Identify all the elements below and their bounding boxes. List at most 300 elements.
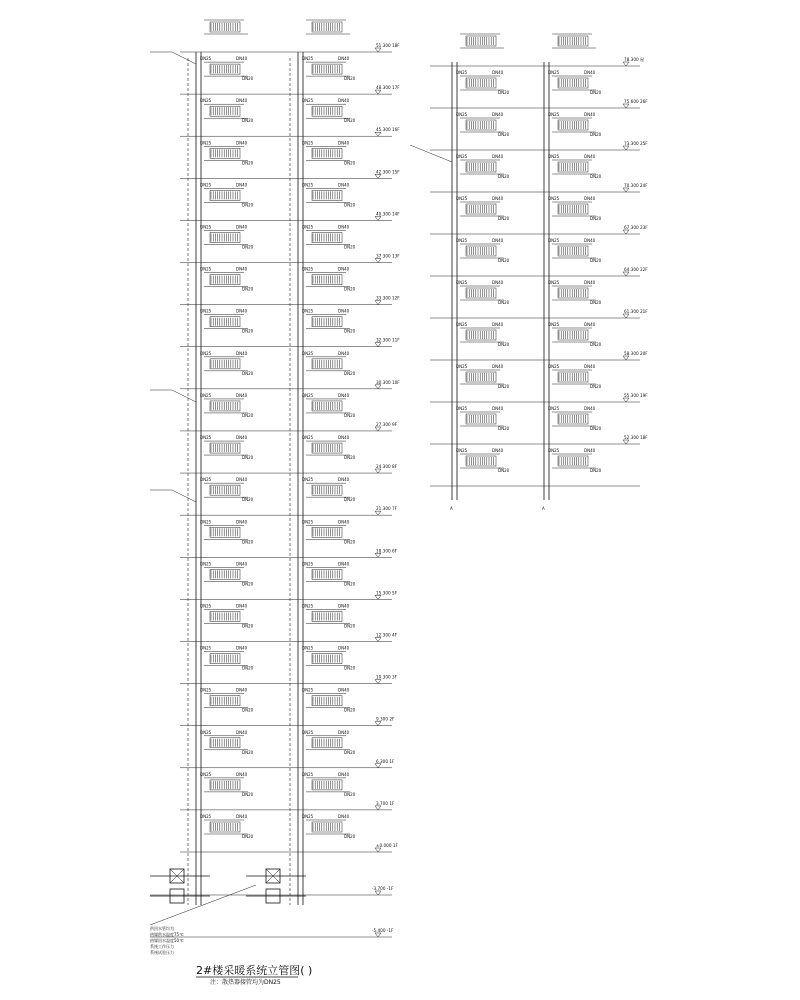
- pipe-size-label: DN20: [242, 834, 254, 839]
- elevation-triangle: [375, 259, 381, 263]
- pipe-size-label: DN25: [200, 140, 212, 146]
- pipe-size-label: DN20: [498, 384, 510, 389]
- pipe-size-label: DN20: [590, 216, 602, 221]
- pipe-size-label: DN25: [200, 477, 212, 483]
- pipe-size-label: DN20: [242, 244, 254, 250]
- leader-line: [172, 52, 196, 64]
- elevation-triangle: [375, 385, 381, 389]
- elevation-label: 73.300 25F: [624, 141, 648, 146]
- pipe-size-label: DN20: [242, 539, 254, 545]
- radiator: [312, 359, 342, 369]
- radiator: [210, 22, 240, 32]
- pipe-size-label: DN40: [584, 322, 596, 327]
- elevation-label: 37.300 13F: [376, 253, 400, 259]
- pipe-size-label: DN20: [498, 90, 510, 95]
- elevation-triangle: [375, 680, 381, 684]
- radiator: [558, 36, 588, 46]
- pipe-size-label: DN40: [236, 224, 248, 230]
- radiator: [210, 359, 240, 369]
- radiator: [558, 204, 588, 214]
- pipe-size-label: DN25: [456, 322, 468, 327]
- elevation-label: 45.300 16F: [376, 127, 400, 133]
- pipe-size-label: DN25: [200, 519, 212, 525]
- pipe-size-label: DN40: [492, 322, 504, 327]
- note-line: 系统试验压力: [150, 950, 174, 955]
- pipe-size-label: DN25: [200, 814, 212, 819]
- radiator: [466, 120, 496, 130]
- pipe-size-label: DN40: [492, 70, 504, 75]
- pipe-size-label: DN20: [242, 791, 254, 797]
- pipe-size-label: DN40: [236, 308, 248, 314]
- radiator: [466, 246, 496, 256]
- elevation-triangle: [375, 553, 381, 557]
- pipe-size-label: DN40: [492, 154, 504, 159]
- radiator: [312, 527, 342, 537]
- pipe-size-label: DN25: [302, 392, 314, 398]
- pipe-size-label: DN25: [302, 224, 314, 230]
- radiator: [466, 330, 496, 340]
- radiator: [312, 22, 342, 32]
- elevation-triangle: [375, 764, 381, 768]
- pipe-size-label: DN20: [590, 174, 602, 179]
- pipe-size-label: DN25: [548, 196, 560, 201]
- pipe-size-label: DN25: [456, 196, 468, 201]
- pipe-size-label: DN25: [548, 238, 560, 243]
- pipe-size-label: DN40: [338, 645, 350, 651]
- elevation-label: -3.700 -1F: [372, 886, 394, 891]
- pipe-size-label: DN20: [242, 707, 254, 713]
- pipe-size-label: DN40: [236, 350, 248, 356]
- elevation-triangle: [375, 216, 381, 220]
- pipe-size-label: DN40: [236, 519, 248, 525]
- pipe-size-label: DN40: [236, 98, 248, 104]
- pipe-size-label: DN40: [236, 56, 248, 62]
- elevation-triangle: [623, 146, 629, 150]
- pipe-size-label: DN25: [302, 771, 314, 777]
- pipe-size-label: DN25: [456, 112, 468, 117]
- pipe-size-label: DN40: [492, 280, 504, 285]
- pipe-size-label: DN40: [338, 350, 350, 356]
- pipe-size-label: DN40: [492, 196, 504, 201]
- pipe-size-label: DN20: [344, 370, 356, 376]
- elevation-label: -5.400 -1F: [372, 928, 394, 933]
- elevation-triangle: [375, 174, 381, 178]
- pipe-size-label: DN40: [338, 266, 350, 272]
- radiator: [466, 36, 496, 46]
- pipe-size-label: DN40: [236, 477, 248, 483]
- pipe-size-label: DN20: [590, 300, 602, 305]
- elevation-label: 12.300 4F: [376, 632, 398, 638]
- pipe-size-label: DN40: [236, 435, 248, 441]
- pipe-size-label: DN40: [584, 406, 596, 411]
- pipe-size-label: DN40: [236, 140, 248, 146]
- radiator: [210, 106, 240, 116]
- pipe-size-label: DN25: [302, 140, 314, 146]
- pipe-size-label: DN25: [548, 70, 560, 75]
- pipe-size-label: DN20: [242, 118, 254, 124]
- pipe-size-label: DN25: [456, 448, 468, 453]
- elevation-triangle: [623, 272, 629, 276]
- radiator: [210, 696, 240, 706]
- pipe-size-label: DN40: [236, 182, 248, 188]
- pipe-size-label: DN40: [338, 561, 350, 567]
- radiator: [312, 317, 342, 327]
- note-line: 系统工作压力: [150, 944, 174, 949]
- pipe-size-label: DN20: [242, 623, 254, 629]
- pipe-size-label: DN20: [344, 76, 356, 82]
- pipe-size-label: DN40: [492, 448, 504, 453]
- pipe-size-label: DN40: [584, 112, 596, 117]
- pipe-size-label: DN25: [200, 729, 212, 735]
- elevation-triangle: [623, 440, 629, 444]
- radiator: [312, 822, 342, 832]
- pipe-size-label: DN25: [548, 112, 560, 117]
- pipe-size-label: DN20: [590, 258, 602, 263]
- elevation-label: 30.300 10F: [376, 379, 400, 385]
- pipe-size-label: DN20: [242, 286, 254, 292]
- elevation-label: 55.300 19F: [624, 393, 648, 398]
- pipe-size-label: DN20: [498, 174, 510, 179]
- pipe-size-label: DN40: [236, 687, 248, 693]
- elevation-triangle: [375, 933, 381, 937]
- elevation-label: 18.300 6F: [376, 548, 398, 554]
- pipe-size-label: DN25: [302, 435, 314, 441]
- elevation-label: 32.300 11F: [376, 337, 400, 343]
- elevation-label: 42.300 15F: [376, 169, 400, 175]
- radiator: [210, 738, 240, 748]
- radiator: [466, 204, 496, 214]
- radiator: [558, 162, 588, 172]
- pipe-size-label: DN40: [338, 814, 350, 819]
- radiator: [558, 78, 588, 88]
- design-notes: [150, 925, 184, 955]
- pipe-size-label: DN40: [236, 771, 248, 777]
- pipe-size-label: DN25: [456, 406, 468, 411]
- pipe-size-label: DN25: [302, 98, 314, 104]
- pipe-size-label: DN20: [242, 455, 254, 461]
- elevation-label: 33.300 12F: [376, 295, 400, 301]
- pipe-size-label: DN20: [590, 426, 602, 431]
- radiator: [312, 443, 342, 453]
- pipe-size-label: DN20: [498, 216, 510, 221]
- pipe-size-label: DN20: [242, 412, 254, 418]
- elevation-triangle: [375, 343, 381, 347]
- leader-line: [172, 390, 196, 402]
- radiator: [312, 401, 342, 411]
- pipe-size-label: DN20: [590, 384, 602, 389]
- elevation-triangle: [623, 62, 629, 66]
- radiator: [312, 64, 342, 74]
- leader-line: [150, 885, 256, 925]
- elevation-label: 6.300 1F: [376, 758, 395, 764]
- radiator: [312, 485, 342, 495]
- pipe-size-label: DN25: [302, 729, 314, 735]
- elevation-label: 24.300 8F: [376, 464, 398, 470]
- pipe-size-label: DN40: [338, 140, 350, 146]
- pipe-size-label: DN20: [498, 342, 510, 347]
- riser-tag: A: [542, 506, 545, 511]
- pipe-size-label: DN40: [236, 266, 248, 272]
- drawing-title: 2#楼采暖系统立管图( ): [196, 964, 313, 977]
- elevation-label: 21.300 7F: [376, 506, 398, 512]
- pipe-size-label: DN20: [590, 342, 602, 347]
- pipe-size-label: DN40: [338, 771, 350, 777]
- pipe-size-label: DN40: [338, 687, 350, 693]
- note-line: 热媒供水温度75℃: [150, 932, 184, 937]
- pipe-size-label: DN25: [456, 154, 468, 159]
- elevation-label: 9.300 2F: [376, 716, 395, 722]
- pipe-size-label: DN20: [344, 286, 356, 292]
- radiator: [312, 611, 342, 621]
- elevation-label: 40.300 14F: [376, 211, 400, 217]
- radiator: [312, 569, 342, 579]
- elevation-label: 52.300 18F: [624, 435, 648, 440]
- leader-line: [410, 145, 452, 162]
- pipe-size-label: DN25: [200, 350, 212, 356]
- pipe-size-label: DN20: [344, 160, 356, 166]
- pipe-size-label: DN40: [492, 238, 504, 243]
- elevation-label: ±0.000 1F: [376, 843, 398, 848]
- radiator: [312, 780, 342, 790]
- radiator: [210, 654, 240, 664]
- pipe-size-label: DN25: [548, 406, 560, 411]
- pipe-size-label: DN40: [584, 238, 596, 243]
- pipe-size-label: DN25: [456, 280, 468, 285]
- pipe-size-label: DN40: [338, 224, 350, 230]
- elevation-triangle: [375, 848, 381, 852]
- pipe-size-label: DN20: [344, 834, 356, 839]
- elevation-triangle: [375, 469, 381, 473]
- radiator: [558, 120, 588, 130]
- pipe-size-label: DN40: [492, 406, 504, 411]
- pipe-size-label: DN25: [456, 238, 468, 243]
- pipe-size-label: DN25: [302, 182, 314, 188]
- pipe-size-label: DN20: [344, 665, 356, 671]
- radiator: [312, 190, 342, 200]
- pipe-size-label: DN25: [200, 435, 212, 441]
- pipe-size-label: DN20: [344, 202, 356, 208]
- elevation-triangle: [375, 806, 381, 810]
- leader-line: [172, 490, 196, 502]
- radiator: [466, 456, 496, 466]
- elevation-triangle: [375, 90, 381, 94]
- radiator: [466, 162, 496, 172]
- pipe-size-label: DN20: [344, 412, 356, 418]
- pipe-size-label: DN40: [338, 392, 350, 398]
- drawing-subtitle: 注：散热器接管均为DN25: [210, 979, 281, 986]
- pipe-size-label: DN40: [492, 364, 504, 369]
- radiator: [466, 372, 496, 382]
- radiator: [558, 372, 588, 382]
- pipe-size-label: DN40: [338, 477, 350, 483]
- pipe-size-label: DN25: [200, 266, 212, 272]
- pipe-size-label: DN20: [344, 749, 356, 755]
- pipe-size-label: DN25: [302, 308, 314, 314]
- pipe-size-label: DN40: [338, 435, 350, 441]
- pipe-size-label: DN20: [344, 791, 356, 797]
- elevation-triangle: [623, 398, 629, 402]
- pipe-size-label: DN25: [302, 687, 314, 693]
- radiator: [210, 275, 240, 285]
- pipe-size-label: DN20: [242, 370, 254, 376]
- elevation-label: 51.300 18F: [376, 43, 400, 48]
- pipe-size-label: DN20: [344, 539, 356, 545]
- pipe-size-label: DN40: [584, 196, 596, 201]
- elevation-label: 70.300 24F: [624, 183, 648, 188]
- radiator: [312, 738, 342, 748]
- radiator: [210, 780, 240, 790]
- pipe-size-label: DN25: [200, 308, 212, 314]
- pipe-size-label: DN20: [344, 707, 356, 713]
- right-riser-block: [410, 34, 648, 511]
- elevation-label: 64.300 22F: [624, 267, 648, 272]
- pipe-size-label: DN40: [584, 280, 596, 285]
- pipe-size-label: DN40: [338, 56, 350, 62]
- elevation-label: 75.600 26F: [624, 99, 648, 104]
- left-riser-block: [150, 20, 400, 937]
- radiator: [210, 233, 240, 243]
- radiator: [558, 456, 588, 466]
- pipe-size-label: DN25: [302, 814, 314, 819]
- elevation-triangle: [375, 891, 381, 895]
- elevation-triangle: [375, 595, 381, 599]
- pipe-size-label: DN20: [498, 132, 510, 137]
- radiator: [312, 696, 342, 706]
- elevation-triangle: [375, 511, 381, 515]
- radiator: [210, 822, 240, 832]
- pipe-size-label: DN25: [200, 771, 212, 777]
- pipe-size-label: DN40: [236, 814, 248, 819]
- pipe-size-label: DN25: [548, 154, 560, 159]
- pipe-size-label: DN25: [302, 603, 314, 609]
- pipe-size-label: DN25: [200, 98, 212, 104]
- elevation-label: 10.300 3F: [376, 674, 398, 680]
- pipe-size-label: DN20: [590, 90, 602, 95]
- pipe-size-label: DN25: [200, 687, 212, 693]
- radiator: [210, 64, 240, 74]
- pipe-size-label: DN20: [242, 497, 254, 503]
- pipe-size-label: DN25: [200, 392, 212, 398]
- elevation-label: 78.300 屋: [624, 57, 645, 62]
- elevation-triangle: [375, 132, 381, 136]
- pipe-size-label: DN20: [498, 300, 510, 305]
- elevation-label: 15.300 5F: [376, 590, 398, 596]
- pipe-size-label: DN40: [236, 729, 248, 735]
- pipe-size-label: DN20: [344, 623, 356, 629]
- pipe-size-label: DN20: [590, 132, 602, 137]
- elevation-triangle: [375, 722, 381, 726]
- radiator: [466, 288, 496, 298]
- pipe-size-label: DN25: [302, 56, 314, 62]
- pipe-size-label: DN25: [456, 70, 468, 75]
- radiator: [558, 330, 588, 340]
- pipe-size-label: DN25: [548, 364, 560, 369]
- elevation-label: 61.300 21F: [624, 309, 648, 314]
- pipe-size-label: DN25: [302, 477, 314, 483]
- radiator: [210, 527, 240, 537]
- pipe-size-label: DN25: [302, 561, 314, 567]
- pipe-size-label: DN40: [584, 448, 596, 453]
- elevation-label: 27.300 9F: [376, 421, 398, 427]
- pipe-size-label: DN25: [548, 322, 560, 327]
- pipe-size-label: DN40: [338, 603, 350, 609]
- pipe-size-label: DN25: [456, 364, 468, 369]
- radiator: [466, 78, 496, 88]
- pipe-size-label: DN40: [338, 182, 350, 188]
- pipe-size-label: DN25: [548, 280, 560, 285]
- radiator: [558, 414, 588, 424]
- pipe-size-label: DN40: [236, 645, 248, 651]
- pipe-size-label: DN40: [236, 603, 248, 609]
- pipe-size-label: DN25: [302, 350, 314, 356]
- pipe-size-label: DN40: [492, 112, 504, 117]
- pipe-size-label: DN25: [200, 182, 212, 188]
- elevation-label: 3.700 1F: [376, 800, 395, 806]
- elevation-triangle: [375, 301, 381, 305]
- pipe-size-label: DN25: [302, 519, 314, 525]
- pipe-size-label: DN20: [242, 749, 254, 755]
- radiator: [312, 275, 342, 285]
- pipe-size-label: DN25: [200, 56, 212, 62]
- pipe-size-label: DN25: [200, 603, 212, 609]
- radiator: [312, 233, 342, 243]
- elevation-label: 48.300 17F: [376, 85, 400, 91]
- note-line: 热媒回水温度50℃: [150, 938, 184, 943]
- pipe-size-label: DN20: [242, 160, 254, 166]
- radiator: [466, 414, 496, 424]
- pipe-size-label: DN40: [236, 392, 248, 398]
- radiator: [558, 288, 588, 298]
- pipe-size-label: DN20: [344, 497, 356, 503]
- basement-equipment: [150, 869, 306, 925]
- radiator: [210, 148, 240, 158]
- pipe-size-label: DN20: [590, 468, 602, 473]
- elevation-triangle: [623, 188, 629, 192]
- radiator: [210, 401, 240, 411]
- pipe-size-label: DN25: [548, 448, 560, 453]
- pipe-size-label: DN40: [338, 519, 350, 525]
- pipe-size-label: DN40: [584, 364, 596, 369]
- elevation-triangle: [375, 427, 381, 431]
- pipe-size-label: DN25: [200, 645, 212, 651]
- elevation-triangle: [375, 637, 381, 641]
- elevation-triangle: [623, 314, 629, 318]
- pipe-size-label: DN20: [498, 426, 510, 431]
- elevation-triangle: [623, 230, 629, 234]
- pipe-size-label: DN20: [498, 258, 510, 263]
- elevation-label: 58.300 20F: [624, 351, 648, 356]
- radiator: [312, 148, 342, 158]
- pipe-size-label: DN40: [338, 729, 350, 735]
- pipe-size-label: DN20: [344, 244, 356, 250]
- pipe-size-label: DN25: [302, 645, 314, 651]
- riser-tag: A: [450, 506, 453, 511]
- pipe-size-label: DN20: [242, 328, 254, 334]
- radiator: [210, 443, 240, 453]
- pipe-size-label: DN25: [302, 266, 314, 272]
- pipe-size-label: DN20: [498, 468, 510, 473]
- pipe-size-label: DN20: [242, 202, 254, 208]
- pipe-size-label: DN20: [344, 118, 356, 124]
- pipe-size-label: DN40: [584, 70, 596, 75]
- elevation-label: 67.300 23F: [624, 225, 648, 230]
- radiator: [210, 611, 240, 621]
- pipe-size-label: DN25: [200, 224, 212, 230]
- radiator: [312, 654, 342, 664]
- pipe-size-label: DN40: [236, 561, 248, 567]
- pipe-size-label: DN20: [242, 665, 254, 671]
- pipe-size-label: DN20: [242, 76, 254, 82]
